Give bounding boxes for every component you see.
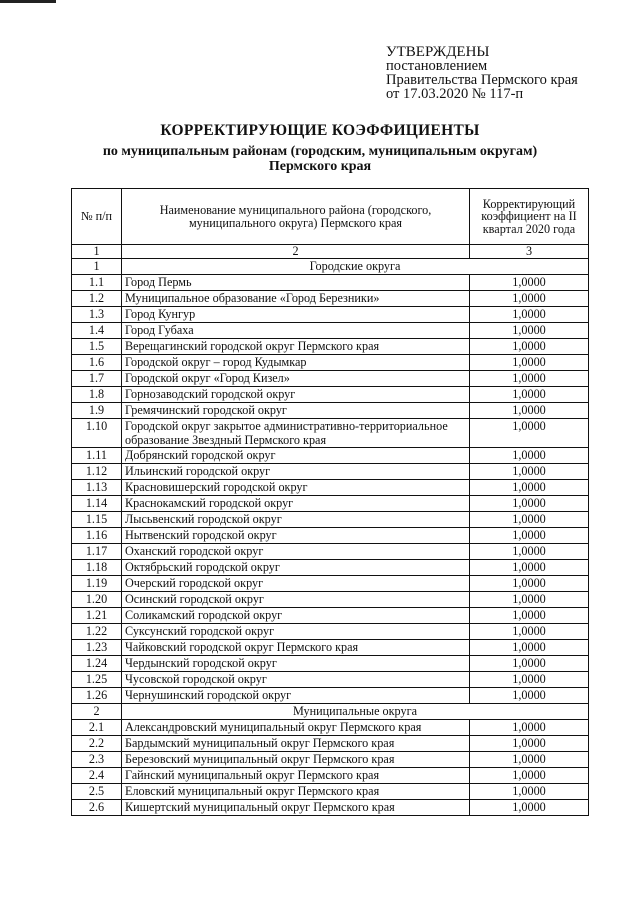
row-coefficient: 1,0000 — [470, 800, 589, 816]
row-number: 1.6 — [72, 355, 122, 371]
row-name: Город Кунгур — [122, 307, 470, 323]
table-row — [72, 387, 589, 403]
table-row — [72, 656, 589, 672]
row-coefficient: 1,0000 — [470, 464, 589, 480]
row-coefficient: 1,0000 — [470, 592, 589, 608]
row-name: Березовский муниципальный округ Пермского края — [122, 752, 470, 768]
row-name: Соликамский городской округ — [122, 608, 470, 624]
row-coefficient: 1,0000 — [470, 323, 589, 339]
row-number: 1.8 — [72, 387, 122, 403]
document-subtitle: по муниципальным районам (городским, муниципальным округам) — [102, 144, 538, 159]
header-coefficient: Корректирующий коэффициент на II квартал 2020 года — [470, 189, 589, 245]
table-row — [72, 464, 589, 480]
column-number-row — [72, 245, 589, 259]
row-coefficient: 1,0000 — [470, 275, 589, 291]
section-row — [72, 259, 589, 275]
row-name: Гайнский муниципальный округ Пермского края — [122, 768, 470, 784]
row-number: 1.22 — [72, 624, 122, 640]
row-coefficient: 1,0000 — [470, 624, 589, 640]
section-title: Муниципальные округа — [122, 704, 589, 720]
table-row — [72, 291, 589, 307]
table-row — [72, 608, 589, 624]
section-row — [72, 704, 589, 720]
coefficients-table — [71, 188, 589, 816]
row-number: 1.17 — [72, 544, 122, 560]
row-coefficient: 1,0000 — [470, 688, 589, 704]
row-number: 2.1 — [72, 720, 122, 736]
document-subtitle-region: Пермского края — [268, 159, 372, 174]
table-row — [72, 512, 589, 528]
table-row — [72, 403, 589, 419]
header-num: № п/п — [72, 189, 122, 245]
scan-edge-mark — [0, 0, 56, 3]
row-name: Городской округ – город Кудымкар — [122, 355, 470, 371]
row-name: Красновишерский городской округ — [122, 480, 470, 496]
row-number: 1.10 — [72, 419, 122, 448]
document-title: КОРРЕКТИРУЮЩИЕ КОЭФФИЦИЕНТЫ — [160, 122, 480, 139]
row-coefficient: 1,0000 — [470, 371, 589, 387]
row-number: 1.19 — [72, 576, 122, 592]
row-coefficient: 1,0000 — [470, 544, 589, 560]
row-coefficient: 1,0000 — [470, 768, 589, 784]
table-row — [72, 784, 589, 800]
row-coefficient: 1,0000 — [470, 448, 589, 464]
row-number: 1.20 — [72, 592, 122, 608]
row-number: 1.14 — [72, 496, 122, 512]
row-coefficient: 1,0000 — [470, 784, 589, 800]
row-number: 1.1 — [72, 275, 122, 291]
table-row — [72, 768, 589, 784]
row-number: 1.13 — [72, 480, 122, 496]
table-row — [72, 339, 589, 355]
row-number: 1.7 — [72, 371, 122, 387]
row-coefficient: 1,0000 — [470, 608, 589, 624]
row-number: 2.3 — [72, 752, 122, 768]
row-number: 1.4 — [72, 323, 122, 339]
row-number: 1.16 — [72, 528, 122, 544]
row-coefficient: 1,0000 — [470, 480, 589, 496]
approval-line: Правительства Пермского края — [386, 72, 578, 88]
table-row — [72, 528, 589, 544]
row-coefficient: 1,0000 — [470, 496, 589, 512]
row-number: 1.9 — [72, 403, 122, 419]
row-name: Октябрьский городской округ — [122, 560, 470, 576]
table-row — [72, 560, 589, 576]
row-coefficient: 1,0000 — [470, 403, 589, 419]
row-coefficient: 1,0000 — [470, 291, 589, 307]
row-name: Городской округ «Город Кизел» — [122, 371, 470, 387]
row-number: 2.6 — [72, 800, 122, 816]
row-name: Оханский городской округ — [122, 544, 470, 560]
row-number: 1.5 — [72, 339, 122, 355]
row-coefficient: 1,0000 — [470, 672, 589, 688]
row-number: 2.5 — [72, 784, 122, 800]
row-coefficient: 1,0000 — [470, 576, 589, 592]
table-row — [72, 355, 589, 371]
row-name: Город Губаха — [122, 323, 470, 339]
row-name: Добрянский городской округ — [122, 448, 470, 464]
table-body — [72, 259, 589, 816]
table-row — [72, 672, 589, 688]
column-number: 3 — [470, 245, 589, 259]
row-name: Ильинский городской округ — [122, 464, 470, 480]
row-name: Краснокамский городской округ — [122, 496, 470, 512]
approval-line: от 17.03.2020 № 117-п — [386, 86, 524, 102]
row-name: Еловский муниципальный округ Пермского края — [122, 784, 470, 800]
row-name: Нытвенский городской округ — [122, 528, 470, 544]
row-coefficient: 1,0000 — [470, 656, 589, 672]
table-row — [72, 419, 589, 448]
row-coefficient: 1,0000 — [470, 355, 589, 371]
row-name: Лысьвенский городской округ — [122, 512, 470, 528]
column-number: 1 — [72, 245, 122, 259]
row-name: Суксунский городской округ — [122, 624, 470, 640]
row-number: 2.4 — [72, 768, 122, 784]
row-number: 1.23 — [72, 640, 122, 656]
row-name: Очерский городской округ — [122, 576, 470, 592]
row-name: Горнозаводский городской округ — [122, 387, 470, 403]
row-number: 1.26 — [72, 688, 122, 704]
row-number: 1.3 — [72, 307, 122, 323]
row-coefficient: 1,0000 — [470, 339, 589, 355]
row-name: Город Пермь — [122, 275, 470, 291]
row-number: 1.15 — [72, 512, 122, 528]
row-coefficient: 1,0000 — [470, 752, 589, 768]
section-number: 1 — [72, 259, 122, 275]
row-coefficient: 1,0000 — [470, 307, 589, 323]
row-name: Осинский городской округ — [122, 592, 470, 608]
table-row — [72, 624, 589, 640]
row-coefficient: 1,0000 — [470, 720, 589, 736]
section-number: 2 — [72, 704, 122, 720]
table-row — [72, 752, 589, 768]
row-name: Верещагинский городской округ Пермского края — [122, 339, 470, 355]
row-name: Городской округ закрытое административно-территориальное образование Звездный Пермского края — [122, 419, 470, 448]
row-name: Муниципальное образование «Город Березники» — [122, 291, 470, 307]
row-number: 1.25 — [72, 672, 122, 688]
table-row — [72, 544, 589, 560]
row-name: Бардымский муниципальный округ Пермского края — [122, 736, 470, 752]
row-coefficient: 1,0000 — [470, 512, 589, 528]
table-row — [72, 480, 589, 496]
row-name: Чусовской городской округ — [122, 672, 470, 688]
row-number: 1.24 — [72, 656, 122, 672]
row-name: Гремячинский городской округ — [122, 403, 470, 419]
table-row — [72, 307, 589, 323]
row-coefficient: 1,0000 — [470, 528, 589, 544]
row-number: 1.2 — [72, 291, 122, 307]
row-number: 1.21 — [72, 608, 122, 624]
table-row — [72, 736, 589, 752]
row-number: 1.18 — [72, 560, 122, 576]
table-header-row — [72, 189, 589, 245]
column-number: 2 — [122, 245, 470, 259]
approval-line: постановлением — [386, 58, 488, 74]
row-number: 2.2 — [72, 736, 122, 752]
table-row — [72, 496, 589, 512]
row-coefficient: 1,0000 — [470, 419, 589, 448]
row-name: Чайковский городской округ Пермского края — [122, 640, 470, 656]
table-row — [72, 448, 589, 464]
table-row — [72, 592, 589, 608]
approval-line: УТВЕРЖДЕНЫ — [386, 44, 490, 60]
section-title: Городские округа — [122, 259, 589, 275]
row-name: Кишертский муниципальный округ Пермского края — [122, 800, 470, 816]
approval-block — [386, 45, 578, 101]
row-name: Чернушинский городской округ — [122, 688, 470, 704]
row-number: 1.12 — [72, 464, 122, 480]
table-row — [72, 576, 589, 592]
row-coefficient: 1,0000 — [470, 640, 589, 656]
row-coefficient: 1,0000 — [470, 387, 589, 403]
table-row — [72, 688, 589, 704]
table-row — [72, 275, 589, 291]
row-name: Чердынский городской округ — [122, 656, 470, 672]
table-row — [72, 323, 589, 339]
table-row — [72, 640, 589, 656]
table-row — [72, 800, 589, 816]
row-coefficient: 1,0000 — [470, 736, 589, 752]
row-name: Александровский муниципальный округ Пермского края — [122, 720, 470, 736]
table-row — [72, 371, 589, 387]
row-coefficient: 1,0000 — [470, 560, 589, 576]
header-name: Наименование муниципального района (городского, муниципального округа) Пермского края — [122, 189, 470, 245]
row-number: 1.11 — [72, 448, 122, 464]
table-row — [72, 720, 589, 736]
